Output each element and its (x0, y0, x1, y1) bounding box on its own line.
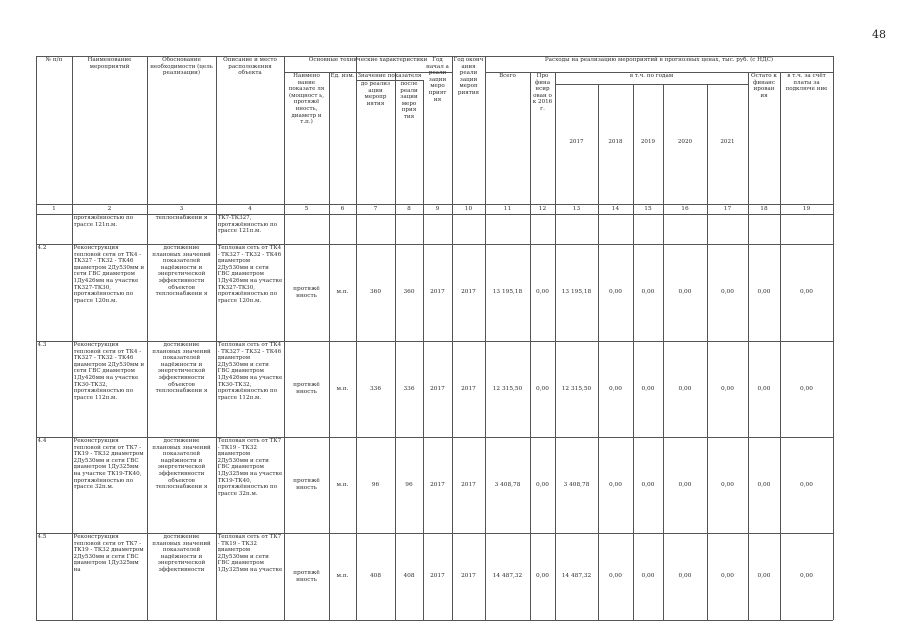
column-number: 16 (681, 205, 689, 212)
row-fee: 0,00 (800, 385, 813, 392)
row-remaining: 0,00 (757, 289, 771, 296)
row-total: 12 315,50 (492, 385, 523, 392)
row-unit: м.п. (336, 289, 349, 296)
row-name: Реконструкция тепловой сети от ТК7 - ТК19 - ТК32 диаметром 2Ду530мм и сети ГВС диаметром 1Ду325мм на (73, 534, 144, 573)
row-cost-2019: 0,00 (641, 573, 655, 580)
col-header-description: Описание и место расположения объекта (223, 57, 277, 77)
row-number: 4.2 (37, 245, 47, 251)
row-before: 336 (369, 385, 382, 392)
column-number: 3 (179, 205, 184, 212)
row-description: Тепловая сеть от ТК7 - ТК19 - ТК32 диаметром 2Ду530мм и сети ГВС диаметром 1Ду325мм на участке ТК19-ТК40, протяжённостью по трассе 32п.м. (217, 438, 283, 497)
col-header-connection-fee: в т.ч. за счёт платы за подключе ние (785, 73, 828, 93)
row-cost-2021: 0,00 (721, 289, 734, 296)
col-header-tech-unit: Ед. изм. (330, 73, 355, 79)
row-cost-2020: 0,00 (678, 289, 692, 296)
carry-justification: теплоснабжени я (155, 215, 208, 221)
row-cost-2018: 0,00 (609, 385, 622, 392)
row-cost-2020: 0,00 (678, 481, 692, 488)
column-number: 19 (802, 205, 811, 212)
row-description: Тепловая сеть от ТК4 - ТК327 - ТК32 - ТК46 диаметром 2Ду530мм и сети ГВС диаметром 1Ду426мм на участке ТК30-ТК32, протяжённостью по трассе 112п.м. (217, 342, 283, 401)
column-number: 17 (723, 205, 732, 212)
carry-description: ТК7-ТК327, протяжённостью по трассе 121п.м. (217, 215, 278, 235)
row-before: 360 (369, 289, 382, 296)
col-header-costs-group: Расходы на реализацию мероприятий в прогнозных ценах, тыс. руб. (с НДС) (544, 57, 774, 63)
row-cost-2019: 0,00 (641, 385, 655, 392)
row-cost-2020: 0,00 (678, 385, 692, 392)
row-before: 408 (369, 573, 382, 580)
column-number: 9 (435, 205, 440, 212)
row-cost-2018: 0,00 (609, 289, 622, 296)
column-number: 2 (107, 205, 112, 212)
col-header-total: Всего (499, 73, 516, 79)
row-prefunded: 0,00 (536, 573, 549, 580)
column-number: 8 (407, 205, 411, 212)
row-param: протяжё нность (293, 285, 320, 299)
row-fee: 0,00 (800, 289, 813, 296)
row-prefunded: 0,00 (536, 289, 549, 296)
row-number: 4.4 (37, 438, 47, 444)
row-description: Тепловая сеть от ТК7 - ТК19 - ТК32 диаметром 2Ду530мм и сети ГВС диаметром 1Ду325мм на участке (217, 534, 283, 573)
row-cost-2017: 12 315,50 (561, 385, 592, 392)
row-name: Реконструкция тепловой сети от ТК4 - ТК327 - ТК32 - ТК46 диаметром 2Ду530мм и сети ГВС диаметром 1Ду426мм на участке ТК327-ТК30, протяжённостью по трассе 120п.м. (73, 245, 145, 304)
row-number: 4.5 (37, 534, 47, 540)
col-header-remaining: Остато к финанс ирован ия (751, 73, 777, 99)
row-cost-2021: 0,00 (721, 573, 734, 580)
row-prefunded: 0,00 (536, 385, 549, 392)
table-rule-horizontal (36, 620, 833, 621)
row-cost-2019: 0,00 (641, 289, 655, 296)
row-total: 13 195,18 (492, 289, 523, 296)
row-justification: достижение плановых значений показателей надёжности и энергетической эффективности объектов теплоснабжени я (152, 342, 211, 395)
col-header-tech-after: после реали зации меро прия тия (400, 81, 418, 120)
row-cost-2019: 0,00 (641, 481, 655, 488)
column-number: 10 (464, 205, 473, 212)
column-number: 6 (340, 205, 345, 212)
column-number: 1 (52, 205, 56, 212)
row-total: 3 408,78 (494, 481, 521, 488)
col-header-justification: Обоснование необходимости (цель реализации) (150, 57, 213, 77)
column-number: 14 (611, 205, 620, 212)
row-remaining: 0,00 (757, 573, 771, 580)
column-number: 7 (373, 205, 378, 212)
col-header-prefunded: Про фина нсир ован о к 2016 г. (532, 73, 553, 112)
row-before: 96 (371, 481, 380, 488)
row-justification: достижение плановых значений показателей надёжности и энергетической эффективности объектов теплоснабжени я (152, 245, 211, 298)
row-cost-2018: 0,00 (609, 573, 622, 580)
col-header-by-years: в т.ч. по годам (629, 73, 674, 79)
table-rule-vertical (833, 56, 834, 620)
row-year-end: 2017 (461, 481, 476, 488)
row-year-end: 2017 (461, 289, 476, 296)
row-cost-2018: 0,00 (609, 481, 622, 488)
column-number: 4 (248, 205, 252, 212)
col-header-year-end: Год оконч ания реали зации мероп риятия (453, 57, 484, 96)
row-after: 96 (405, 481, 413, 488)
column-number: 5 (304, 205, 309, 212)
row-param: протяжё нность (293, 382, 320, 395)
row-year-end: 2017 (461, 385, 476, 392)
col-header-tech-before: до реализ ации меропр иятия (360, 81, 391, 107)
row-cost-2017: 3 408,78 (563, 481, 590, 488)
col-header-tech-value: Значение показателя (357, 73, 422, 79)
col-header-tech-group: Основные технические характеристики (308, 57, 428, 63)
row-year-end: 2017 (461, 573, 476, 580)
col-header-year: 2018 (608, 139, 623, 145)
row-cost-2017: 13 195,18 (561, 289, 592, 296)
col-header-year-start: Год начал а реали зации меро прият ия (426, 57, 449, 103)
row-after: 360 (403, 289, 415, 296)
col-header-no: № п/п (45, 57, 63, 63)
column-number: 12 (538, 205, 547, 212)
row-remaining: 0,00 (757, 481, 771, 488)
row-justification: достижение плановых значений показателей надёжности и энергетической эффективности объектов теплоснабжени я (152, 438, 211, 491)
col-header-name: Наименование мероприятий (87, 57, 132, 70)
row-year-start: 2017 (430, 289, 445, 296)
row-cost-2017: 14 487,32 (561, 573, 592, 580)
row-year-start: 2017 (430, 573, 445, 580)
row-param: протяжё нность (293, 569, 320, 583)
col-header-year: 2021 (720, 139, 735, 145)
row-name: Реконструкция тепловой сети от ТК4 - ТК327 - ТК32 - ТК46 диаметром 2Ду530мм и сети ГВС диаметром 1Ду426мм на участке ТК30-ТК32, протяжённостью по трассе 112п.м. (73, 342, 145, 401)
row-cost-2021: 0,00 (721, 385, 734, 392)
row-total: 14 487,32 (492, 573, 523, 580)
row-prefunded: 0,00 (536, 481, 549, 488)
col-header-year: 2019 (640, 139, 656, 145)
row-justification: достижение плановых значений показателей надёжности и энергетической эффективности (152, 534, 211, 573)
row-cost-2021: 0,00 (721, 481, 734, 488)
row-number: 4.3 (37, 342, 47, 348)
column-number: 15 (644, 205, 652, 212)
row-remaining: 0,00 (757, 385, 771, 392)
col-header-tech-name: Наимено вание показате ля (мощност ь, протяжё нность, диаметр и т.п.) (288, 73, 325, 126)
col-header-year: 2017 (569, 139, 584, 145)
row-cost-2020: 0,00 (678, 573, 692, 580)
row-after: 408 (403, 573, 415, 580)
carry-name: протяжённостью по трассе 121п.м. (73, 215, 134, 228)
table-rule-horizontal (555, 84, 748, 85)
row-param: протяжё нность (293, 478, 320, 491)
col-header-year: 2020 (677, 139, 693, 145)
row-after: 336 (403, 385, 415, 392)
row-unit: м.п. (336, 573, 349, 580)
row-year-start: 2017 (430, 481, 445, 488)
column-number: 11 (503, 205, 512, 212)
row-unit: м.п. (336, 481, 349, 488)
row-year-start: 2017 (430, 385, 445, 392)
row-fee: 0,00 (800, 481, 813, 488)
row-unit: м.п. (336, 385, 349, 392)
row-fee: 0,00 (800, 573, 813, 580)
row-description: Тепловая сеть от ТК4 - ТК327 - ТК32 - ТК46 диаметром 2Ду530мм и сети ГВС диаметром 1Ду426мм на участке ТК327-ТК30, протяжённостью по трассе 120п.м. (217, 245, 283, 304)
column-number: 13 (572, 205, 581, 212)
column-number: 18 (760, 205, 768, 212)
row-name: Реконструкция тепловой сети от ТК7 - ТК19 - ТК32 диаметром 2Ду530мм и сети ГВС диаметром 1Ду325мм на участке ТК19-ТК40, протяжённостью по трассе 32п.м. (73, 438, 144, 491)
page-number: 48 (872, 28, 886, 41)
